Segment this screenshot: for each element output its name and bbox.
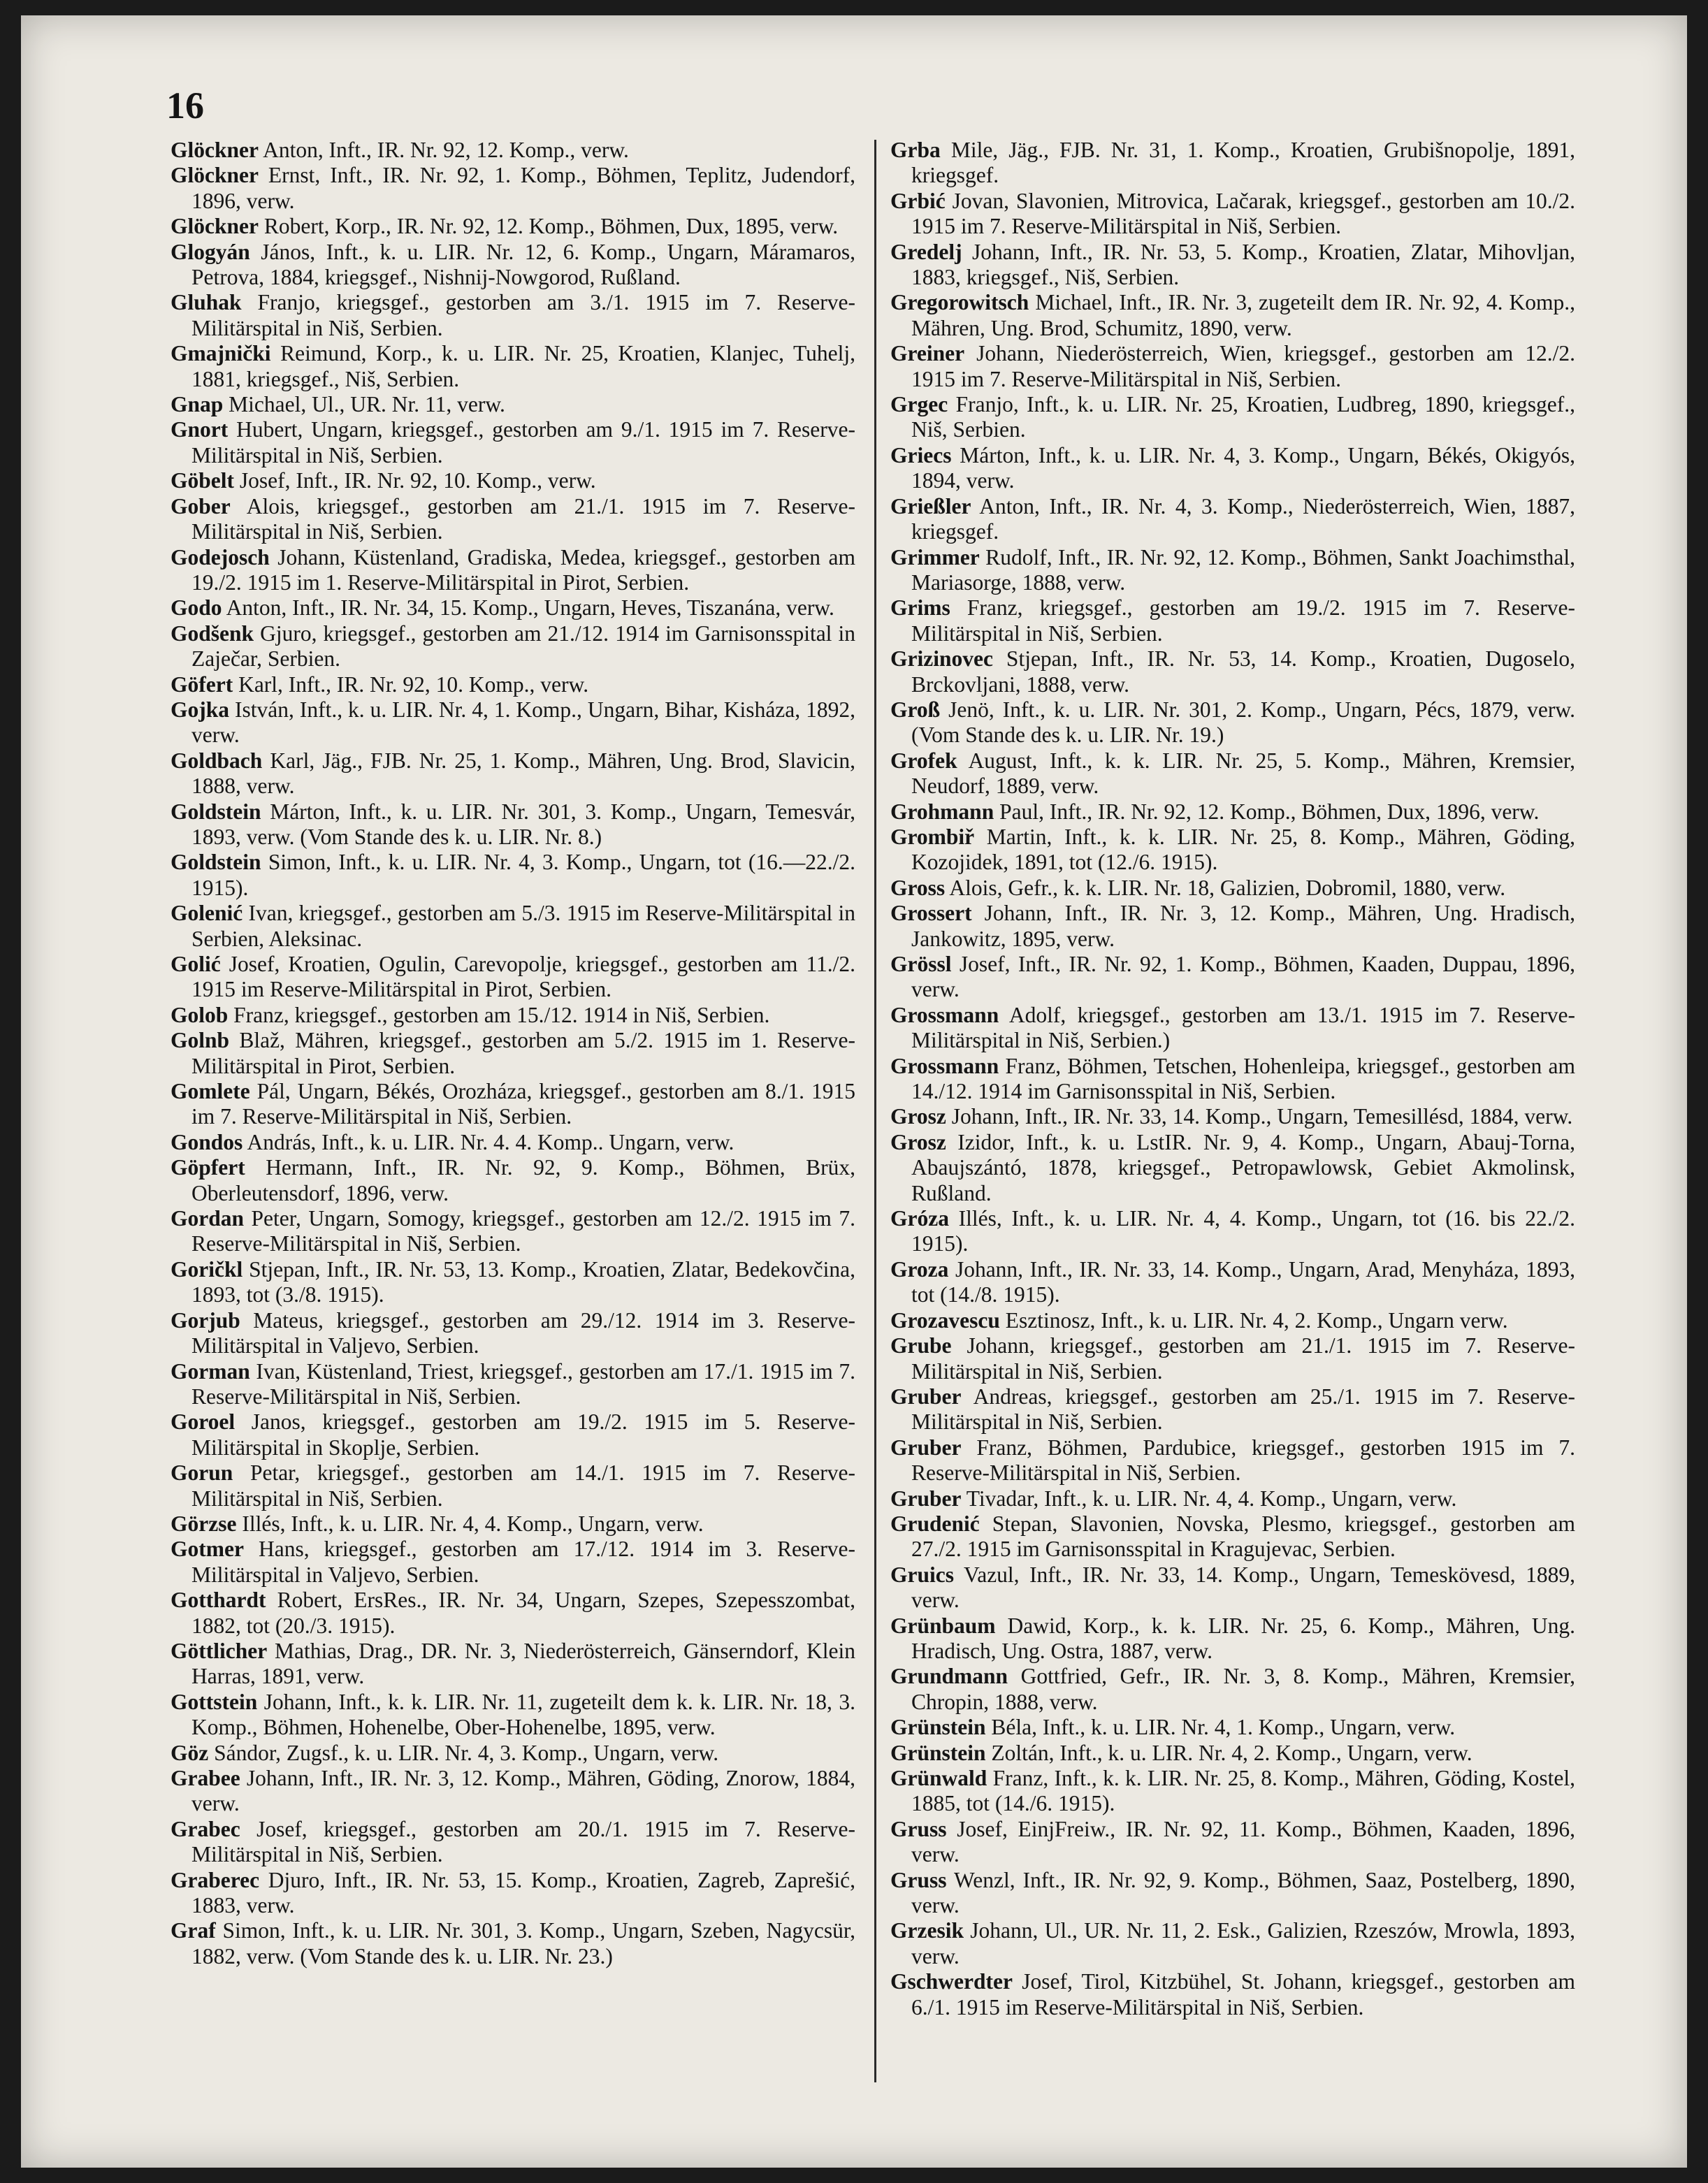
entry-details: András, Inft., k. u. LIR. Nr. 4. 4. Komp.. Ungarn, verw.	[243, 1129, 734, 1154]
entry-details: Ivan, kriegsgef., gestorben am 5./3. 1915 im Reserve-Militärspital in Serbien, Aleksinac.	[191, 901, 855, 951]
register-entry	[890, 1511, 1575, 1562]
register-entry	[890, 1969, 1575, 2020]
entry-surname: Grozavescu	[890, 1307, 1000, 1333]
register-entry	[171, 240, 855, 291]
register-entry	[890, 1664, 1575, 1715]
register-entry	[890, 876, 1575, 901]
entry-surname: Gmajnički	[171, 341, 271, 366]
register-entry	[171, 1766, 855, 1817]
entry-surname: Göttlicher	[171, 1638, 268, 1663]
entry-details: Paul, Inft., IR. Nr. 92, 12. Komp., Böhmen, Dux, 1896, verw.	[994, 799, 1540, 824]
entry-surname: Griecs	[890, 442, 952, 467]
entry-surname: Graf	[171, 1918, 216, 1943]
register-entry	[890, 341, 1575, 392]
entry-surname: Grimmer	[890, 544, 980, 570]
register-entry	[171, 1741, 855, 1766]
register-entry	[171, 1817, 855, 1868]
register-entry	[890, 392, 1575, 443]
entry-surname: Grbić	[890, 188, 946, 213]
register-entry	[171, 1079, 855, 1130]
register-entry	[171, 1918, 855, 1969]
register-entry	[171, 1588, 855, 1639]
entry-details: Illés, Inft., k. u. LIR. Nr. 4, 4. Komp., Ungarn, tot (16. bis 22./2. 1915).	[911, 1206, 1575, 1256]
register-entry	[171, 697, 855, 748]
entry-details: Franz, kriegsgef., gestorben am 15./12. 1914 in Niš, Serbien.	[228, 1002, 770, 1027]
entry-surname: Golob	[171, 1002, 229, 1027]
entry-details: Gjuro, kriegsgef., gestorben am 21./12. 1914 im Garnisonsspital in Zaječar, Serbien.	[191, 621, 855, 672]
entry-details: Johann, Niederösterreich, Wien, kriegsgef., gestorben am 12./2. 1915 im 7. Reserve-Militärspital in Niš, Serbien.	[911, 341, 1575, 391]
entry-surname: Gomlete	[171, 1079, 250, 1104]
entry-details: Andreas, kriegsgef., gestorben am 25./1. 1915 im 7. Reserve-Militärspital in Niš, Serbien.	[911, 1384, 1575, 1435]
entry-surname: Gorun	[171, 1460, 233, 1486]
entry-details: Esztinosz, Inft., k. u. LIR. Nr. 4, 2. Komp., Ungarn verw.	[999, 1307, 1508, 1333]
entry-details: Johann, Inft., k. k. LIR. Nr. 11, zugeteilt dem k. k. LIR. Nr. 18, 3. Komp., Böhmen, Hohenelbe, Ober-Hohenelbe, 1895, verw.	[191, 1689, 855, 1740]
register-entry	[171, 1868, 855, 1919]
entry-surname: Gorman	[171, 1358, 250, 1384]
entry-surname: Gorjub	[171, 1307, 240, 1333]
entry-details: Djuro, Inft., IR. Nr. 53, 15. Komp., Kroatien, Zagreb, Zaprešić, 1883, verw.	[191, 1867, 855, 1918]
register-entry	[890, 1333, 1575, 1384]
entry-surname: Golić	[171, 952, 221, 976]
entry-surname: Gober	[171, 493, 231, 518]
entry-details: Blaž, Mähren, kriegsgef., gestorben am 5./2. 1915 im 1. Reserve-Militärspital in Pirot, Serbien.	[191, 1028, 855, 1078]
entry-details: Jenö, Inft., k. u. LIR. Nr. 301, 2. Komp., Ungarn, Pécs, 1879, verw. (Vom Stande des k. u. LIR. Nr. 19.)	[911, 697, 1575, 748]
entry-surname: Grünwald	[890, 1766, 987, 1790]
entry-details: Franjo, kriegsgef., gestorben am 3./1. 1915 im 7. Reserve-Militärspital in Niš, Serbien.	[191, 290, 855, 340]
entry-details: Mathias, Drag., DR. Nr. 3, Niederösterreich, Gänserndorf, Klein Harras, 1891, verw.	[191, 1638, 855, 1689]
register-entry	[890, 1715, 1575, 1740]
entry-details: Ivan, Küstenland, Triest, kriegsgef., gestorben am 17./1. 1915 im 7. Reserve-Militärspital in Niš, Serbien.	[191, 1358, 855, 1409]
entry-details: Béla, Inft., k. u. LIR. Nr. 4, 1. Komp., Ungarn, verw.	[985, 1715, 1456, 1740]
entry-surname: Gredelj	[890, 239, 962, 264]
document-page	[21, 15, 1687, 2168]
register-entry	[171, 621, 855, 672]
entry-details: Rudolf, Inft., IR. Nr. 92, 12. Komp., Böhmen, Sankt Joachimsthal, Mariasorge, 1888, verw.	[911, 544, 1575, 595]
entry-details: Josef, Inft., IR. Nr. 92, 10. Komp., verw.	[234, 468, 596, 493]
entry-details: Michael, Ul., UR. Nr. 11, verw.	[223, 392, 505, 417]
register-entry	[171, 952, 855, 1003]
entry-surname: Grudenić	[890, 1511, 980, 1536]
register-entry	[171, 1028, 855, 1079]
entry-details: Alois, kriegsgef., gestorben am 21./1. 1915 im 7. Reserve-Militärspital in Niš, Serbien.	[191, 493, 855, 544]
entry-surname: Goldstein	[171, 799, 261, 824]
register-entry	[171, 417, 855, 468]
register-entry	[890, 290, 1575, 341]
entry-surname: Göz	[171, 1740, 209, 1765]
entry-details: Josef, Tirol, Kitzbühel, St. Johann, kriegsgef., gestorben am 6./1. 1915 im Reserve-Militärspital in Niš, Serbien.	[911, 1969, 1575, 2019]
entry-surname: Gordan	[171, 1206, 245, 1231]
entry-surname: Grohmann	[890, 799, 994, 824]
entry-details: Stepan, Slavonien, Novska, Plesmo, kriegsgef., gestorben am 27./2. 1915 im Garnisonsspital in Kragujevac, Serbien.	[911, 1511, 1575, 1562]
entry-surname: Glöckner	[171, 214, 259, 239]
register-entry	[890, 1130, 1575, 1206]
entry-details: Márton, Inft., k. u. LIR. Nr. 301, 3. Komp., Ungarn, Temesvár, 1893, verw. (Vom Stande des k. u. LIR. Nr. 8.)	[191, 799, 855, 849]
entry-details: Adolf, kriegsgef., gestorben am 13./1. 1915 im 7. Reserve-Militärspital in Niš, Serbien.)	[911, 1002, 1575, 1053]
entry-surname: Grünstein	[890, 1715, 986, 1740]
entry-details: Gottfried, Gefr., IR. Nr. 3, 8. Komp., Mähren, Kremsier, Chropin, 1888, verw.	[911, 1664, 1575, 1714]
entry-surname: Gregorowitsch	[890, 290, 1029, 315]
register-entry	[890, 1104, 1575, 1129]
register-entry	[890, 494, 1575, 545]
entry-details: Robert, ErsRes., IR. Nr. 34, Ungarn, Szepes, Szepesszombat, 1882, tot (20./3. 1915).	[191, 1588, 855, 1638]
register-entry	[890, 1766, 1575, 1817]
entry-surname: Goroel	[171, 1409, 236, 1435]
entry-details: Tivadar, Inft., k. u. LIR. Nr. 4, 4. Komp., Ungarn, verw.	[961, 1486, 1457, 1511]
entry-surname: Goldbach	[171, 748, 263, 773]
entry-surname: Goldstein	[171, 850, 261, 875]
register-entry	[171, 468, 855, 493]
entry-surname: Gróza	[890, 1206, 949, 1231]
entry-details: Zoltán, Inft., k. u. LIR. Nr. 4, 2. Komp., Ungarn, verw.	[985, 1740, 1472, 1765]
register-entry	[171, 1537, 855, 1588]
entry-details: Wenzl, Inft., IR. Nr. 92, 9. Komp., Böhmen, Saaz, Postelberg, 1890, verw.	[911, 1867, 1575, 1918]
entry-surname: Goričkl	[171, 1256, 243, 1282]
register-entry	[890, 901, 1575, 952]
register-entry	[171, 1359, 855, 1410]
register-entry	[171, 901, 855, 952]
entry-details: János, Inft., k. u. LIR. Nr. 12, 6. Komp., Ungarn, Máramaros, Petrova, 1884, kriegsgef., Nishnij-Nowgorod, Rußland.	[191, 239, 855, 290]
entry-details: Josef, Inft., IR. Nr. 92, 1. Komp., Böhmen, Kaaden, Duppau, 1896, verw.	[911, 952, 1575, 1002]
entry-surname: Grosz	[890, 1104, 946, 1129]
register-entry	[171, 1690, 855, 1741]
entry-details: Janos, kriegsgef., gestorben am 19./2. 1915 im 5. Reserve-Militärspital in Skoplje, Serbien.	[191, 1409, 855, 1460]
register-entry	[890, 189, 1575, 240]
entry-surname: Golnb	[171, 1028, 230, 1053]
register-entry	[171, 748, 855, 799]
register-entry	[890, 1384, 1575, 1435]
entry-details: Stjepan, Inft., IR. Nr. 53, 13. Komp., Kroatien, Zlatar, Bedekovčina, 1893, tot (3./8. 1915).	[191, 1256, 855, 1307]
entry-surname: Godejosch	[171, 544, 270, 570]
entry-surname: Grundmann	[890, 1664, 1008, 1689]
entry-surname: Grims	[890, 595, 950, 621]
entry-surname: Graberec	[171, 1867, 260, 1892]
entry-surname: Gnap	[171, 392, 224, 417]
entry-details: Ernst, Inft., IR. Nr. 92, 1. Komp., Böhmen, Teplitz, Judendorf, 1896, verw.	[191, 163, 855, 213]
register-entry	[171, 138, 855, 163]
entry-surname: Grabee	[171, 1766, 240, 1790]
entry-surname: Gruber	[890, 1435, 962, 1460]
entry-details: Alois, Gefr., k. k. LIR. Nr. 18, Galizien, Dobromil, 1880, verw.	[945, 875, 1506, 900]
entry-details: Illés, Inft., k. u. LIR. Nr. 4, 4. Komp., Ungarn, verw.	[236, 1511, 704, 1536]
entry-details: Simon, Inft., k. u. LIR. Nr. 4, 3. Komp., Ungarn, tot (16.—22./2. 1915).	[191, 850, 855, 900]
entry-details: Sándor, Zugsf., k. u. LIR. Nr. 4, 3. Komp., Ungarn, verw.	[208, 1740, 719, 1765]
column-divider	[874, 140, 876, 2082]
register-entry	[171, 850, 855, 901]
register-entry	[890, 825, 1575, 876]
entry-details: Peter, Ungarn, Somogy, kriegsgef., gestorben am 12./2. 1915 im 7. Reserve-Militärspital in Niš, Serbien.	[191, 1206, 855, 1256]
register-entry	[171, 1409, 855, 1460]
register-entry	[171, 595, 855, 621]
entry-surname: Glöckner	[171, 138, 259, 162]
register-entry	[890, 1741, 1575, 1766]
register-entry	[890, 138, 1575, 189]
entry-details: Mile, Jäg., FJB. Nr. 31, 1. Komp., Kroatien, Grubišnopolje, 1891, kriegsgef.	[911, 138, 1575, 188]
register-entry	[890, 1486, 1575, 1511]
register-entry	[890, 545, 1575, 596]
entry-surname: Göbelt	[171, 468, 234, 493]
entry-details: Johann, Inft., IR. Nr. 33, 14. Komp., Ungarn, Arad, Menyháza, 1893, tot (14./8. 1915).	[911, 1256, 1575, 1307]
register-entry	[890, 748, 1575, 799]
entry-details: Josef, kriegsgef., gestorben am 20./1. 1915 im 7. Reserve-Militärspital in Niš, Serbien.	[191, 1816, 855, 1867]
left-column	[171, 138, 855, 1969]
entry-surname: Grünbaum	[890, 1613, 996, 1638]
entry-details: Izidor, Inft., k. u. LstIR. Nr. 9, 4. Komp., Ungarn, Abauj-Torna, Abaujszántó, 1878, kriegsgef., Petropawlowsk, Gebiet Akmolinsk, Rußland.	[911, 1129, 1575, 1205]
entry-surname: Gotmer	[171, 1537, 244, 1562]
register-entry	[890, 240, 1575, 291]
right-column	[890, 138, 1575, 2020]
register-entry	[890, 595, 1575, 646]
register-entry	[890, 1308, 1575, 1333]
entry-surname: Golenić	[171, 901, 243, 926]
entry-surname: Grombiř	[890, 824, 975, 849]
entry-details: Karl, Jäg., FJB. Nr. 25, 1. Komp., Mähren, Ung. Brod, Slavicin, 1888, verw.	[191, 748, 855, 799]
register-entry	[890, 1206, 1575, 1257]
entry-details: Márton, Inft., k. u. LIR. Nr. 4, 3. Komp., Ungarn, Békés, Okigyós, 1894, verw.	[911, 442, 1575, 493]
entry-surname: Gruics	[890, 1562, 954, 1587]
entry-surname: Glöckner	[171, 163, 259, 188]
entry-details: Hubert, Ungarn, kriegsgef., gestorben am 9./1. 1915 im 7. Reserve-Militärspital in Niš, Serbien.	[191, 417, 855, 467]
register-entry	[890, 646, 1575, 697]
register-entry	[171, 672, 855, 697]
entry-details: Franz, Böhmen, Tetschen, Hohenleipa, kriegsgef., gestorben am 14./12. 1914 im Garnisonsspital in Niš, Serbien.	[911, 1053, 1575, 1104]
entry-details: Pál, Ungarn, Békés, Orozháza, kriegsgef., gestorben am 8./1. 1915 im 7. Reserve-Militärspital in Niš, Serbien.	[191, 1079, 855, 1129]
entry-details: Johann, Inft., IR. Nr. 3, 12. Komp., Mähren, Ung. Hradisch, Jankowitz, 1895, verw.	[911, 901, 1575, 951]
entry-surname: Gojka	[171, 697, 230, 722]
entry-details: Karl, Inft., IR. Nr. 92, 10. Komp., verw.	[233, 672, 589, 697]
page-number: 16	[166, 85, 204, 126]
entry-details: Michael, Inft., IR. Nr. 3, zugeteilt dem IR. Nr. 92, 4. Komp., Mähren, Ung. Brod, Schumitz, 1890, verw.	[911, 290, 1575, 340]
entry-surname: Grossmann	[890, 1053, 999, 1078]
entry-details: Anton, Inft., IR. Nr. 92, 12. Komp., verw.	[259, 138, 629, 162]
entry-surname: Groza	[890, 1256, 949, 1282]
entry-surname: Glogyán	[171, 239, 250, 264]
register-entry	[171, 1257, 855, 1308]
entry-surname: Greiner	[890, 341, 965, 366]
entry-details: Franz, kriegsgef., gestorben am 19./2. 1915 im 7. Reserve-Militärspital in Niš, Serbien.	[911, 595, 1575, 646]
register-entry	[890, 799, 1575, 825]
entry-surname: Godo	[171, 595, 222, 621]
entry-details: Anton, Inft., IR. Nr. 34, 15. Komp., Ungarn, Heves, Tiszanána, verw.	[222, 595, 834, 621]
entry-surname: Gross	[890, 875, 946, 900]
register-entry	[890, 1435, 1575, 1486]
register-entry	[171, 1155, 855, 1206]
register-entry	[890, 1918, 1575, 1969]
entry-surname: Gruss	[890, 1867, 947, 1892]
entry-surname: Görzse	[171, 1511, 237, 1536]
register-entry	[171, 1460, 855, 1511]
entry-surname: Grgec	[890, 392, 948, 417]
register-entry	[171, 1206, 855, 1257]
entry-surname: Grba	[890, 138, 941, 162]
entry-surname: Gruber	[890, 1486, 962, 1511]
register-entry	[171, 392, 855, 417]
entry-surname: Gschwerdter	[890, 1969, 1013, 1994]
entry-surname: Grizinovec	[890, 646, 993, 672]
entry-details: Jovan, Slavonien, Mitrovica, Lačarak, kriegsgef., gestorben am 10./2. 1915 im 7. Reserve-Militärspital in Niš, Serbien.	[911, 188, 1575, 239]
entry-details: Petar, kriegsgef., gestorben am 14./1. 1915 im 7. Reserve-Militärspital in Niš, Serbien.	[191, 1460, 855, 1511]
entry-details: Reimund, Korp., k. u. LIR. Nr. 25, Kroatien, Klanjec, Tuhelj, 1881, kriegsgef., Niš, Serbien.	[191, 341, 855, 391]
register-entry	[890, 1562, 1575, 1613]
register-entry	[171, 214, 855, 239]
entry-surname: Godšenk	[171, 621, 254, 646]
entry-details: Johann, Inft., IR. Nr. 53, 5. Komp., Kroatien, Zlatar, Mihovljan, 1883, kriegsgef., Niš, Serbien.	[911, 239, 1575, 290]
entry-surname: Grossert	[890, 901, 972, 926]
entry-details: Hans, kriegsgef., gestorben am 17./12. 1914 im 3. Reserve-Militärspital in Valjevo, Serbien.	[191, 1537, 855, 1587]
entry-details: Franz, Inft., k. k. LIR. Nr. 25, 8. Komp., Mähren, Göding, Kostel, 1885, tot (14./6. 1915).	[911, 1766, 1575, 1816]
entry-details: Franjo, Inft., k. u. LIR. Nr. 25, Kroatien, Ludbreg, 1890, kriegsgef., Niš, Serbien.	[911, 392, 1575, 442]
entry-surname: Gnort	[171, 417, 229, 442]
register-entry	[890, 1054, 1575, 1105]
entry-details: Simon, Inft., k. u. LIR. Nr. 301, 3. Komp., Ungarn, Szeben, Nagycsür, 1882, verw. (Vom Stande des k. u. LIR. Nr. 23.)	[191, 1918, 855, 1968]
entry-surname: Grzesik	[890, 1918, 964, 1943]
entry-details: Stjepan, Inft., IR. Nr. 53, 14. Komp., Kroatien, Dugoselo, Brckovljani, 1888, verw.	[911, 646, 1575, 697]
register-entry	[890, 1817, 1575, 1868]
register-entry	[890, 952, 1575, 1003]
entry-surname: Göfert	[171, 672, 233, 697]
register-entry	[171, 1639, 855, 1690]
entry-surname: Gluhak	[171, 290, 242, 315]
entry-surname: Grofek	[890, 748, 957, 773]
entry-surname: Grossmann	[890, 1002, 999, 1027]
entry-surname: Gruber	[890, 1384, 962, 1409]
register-entry	[890, 1868, 1575, 1919]
entry-surname: Groß	[890, 697, 941, 722]
register-entry	[171, 163, 855, 214]
entry-surname: Grießler	[890, 493, 971, 518]
register-entry	[890, 1003, 1575, 1054]
entry-details: Johann, Küstenland, Gradiska, Medea, kriegsgef., gestorben am 19./2. 1915 im 1. Reserve-Militärspital in Pirot, Serbien.	[191, 544, 855, 595]
entry-surname: Grünstein	[890, 1740, 986, 1765]
register-entry	[171, 341, 855, 392]
register-entry	[171, 494, 855, 545]
entry-details: Robert, Korp., IR. Nr. 92, 12. Komp., Böhmen, Dux, 1895, verw.	[259, 214, 839, 239]
entry-details: Mateus, kriegsgef., gestorben am 29./12. 1914 im 3. Reserve-Militärspital in Valjevo, Serbien.	[191, 1307, 855, 1358]
entry-details: Johann, Inft., IR. Nr. 3, 12. Komp., Mähren, Göding, Znorow, 1884, verw.	[191, 1766, 855, 1816]
register-entry	[890, 1613, 1575, 1665]
entry-surname: Grosz	[890, 1129, 946, 1154]
entry-details: Josef, EinjFreiw., IR. Nr. 92, 11. Komp., Böhmen, Kaaden, 1896, verw.	[911, 1816, 1575, 1867]
entry-surname: Gotthardt	[171, 1588, 266, 1613]
entry-surname: Gottstein	[171, 1689, 258, 1714]
register-entry	[890, 1257, 1575, 1308]
register-entry	[171, 545, 855, 596]
entry-details: August, Inft., k. k. LIR. Nr. 25, 5. Komp., Mähren, Kremsier, Neudorf, 1889, verw.	[911, 748, 1575, 799]
entry-details: Johann, Ul., UR. Nr. 11, 2. Esk., Galizien, Rzeszów, Mrowla, 1893, verw.	[911, 1918, 1575, 1968]
entry-surname: Göpfert	[171, 1155, 245, 1180]
entry-details: Josef, Kroatien, Ogulin, Carevopolje, kriegsgef., gestorben am 11./2. 1915 im Reserve-Militärspital in Pirot, Serbien.	[191, 952, 855, 1002]
entry-surname: Grössl	[890, 952, 952, 976]
entry-details: Martin, Inft., k. k. LIR. Nr. 25, 8. Komp., Mähren, Göding, Kozojidek, 1891, tot (12./6. 1915).	[911, 824, 1575, 875]
entry-surname: Gruss	[890, 1816, 947, 1841]
entry-details: Johann, Inft., IR. Nr. 33, 14. Komp., Ungarn, Temesillésd, 1884, verw.	[946, 1104, 1573, 1129]
register-entry	[171, 1308, 855, 1359]
register-entry	[171, 290, 855, 341]
register-entry	[890, 443, 1575, 494]
entry-details: Dawid, Korp., k. k. LIR. Nr. 25, 6. Komp., Mähren, Ung. Hradisch, Ung. Ostra, 1887, verw.	[911, 1613, 1575, 1663]
entry-surname: Gondos	[171, 1129, 243, 1154]
entry-details: Vazul, Inft., IR. Nr. 33, 14. Komp., Ungarn, Temeskövesd, 1889, verw.	[911, 1562, 1575, 1613]
entry-surname: Grube	[890, 1333, 952, 1358]
entry-details: Franz, Böhmen, Pardubice, kriegsgef., gestorben 1915 im 7. Reserve-Militärspital in Niš, Serbien.	[911, 1435, 1575, 1486]
entry-details: Johann, kriegsgef., gestorben am 21./1. 1915 im 7. Reserve-Militärspital in Niš, Serbien.	[911, 1333, 1575, 1384]
register-entry	[890, 697, 1575, 748]
register-entry	[171, 799, 855, 850]
entry-details: Anton, Inft., IR. Nr. 4, 3. Komp., Niederösterreich, Wien, 1887, kriegsgef.	[911, 493, 1575, 544]
register-entry	[171, 1130, 855, 1155]
register-entry	[171, 1511, 855, 1537]
register-entry	[171, 1003, 855, 1028]
entry-details: Hermann, Inft., IR. Nr. 92, 9. Komp., Böhmen, Brüx, Oberleutensdorf, 1896, verw.	[191, 1155, 855, 1205]
entry-details: István, Inft., k. u. LIR. Nr. 4, 1. Komp., Ungarn, Bihar, Kisháza, 1892, verw.	[191, 697, 855, 748]
entry-surname: Grabec	[171, 1816, 240, 1841]
